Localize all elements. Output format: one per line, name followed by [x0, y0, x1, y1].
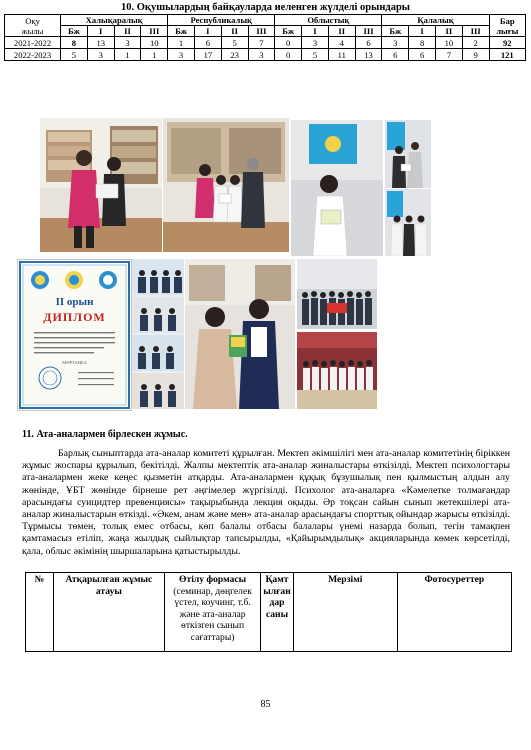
sub-header: Бж	[168, 26, 195, 37]
photo-students-collage	[132, 259, 184, 409]
value-cell: 7	[436, 49, 463, 61]
section-10-title: 10. Оқушылардың байқауларда иеленген жүлделі орындары	[120, 2, 410, 13]
value-cell: 8	[61, 37, 88, 49]
sub-header: III	[141, 26, 168, 37]
value-cell: 1	[141, 49, 168, 61]
value-cell: 3	[302, 37, 329, 49]
section-11-heading: 11. Ата-аналармен бірлескен жұмыс.	[22, 429, 188, 440]
sub-header: III	[355, 26, 382, 37]
value-cell: 3	[168, 49, 195, 61]
value-cell: 13	[87, 37, 114, 49]
group-header-city: Қалалық	[382, 15, 489, 26]
sub-header: III	[462, 26, 489, 37]
value-cell: 1	[168, 37, 195, 49]
photo-group-certificates	[163, 118, 289, 252]
value-cell: 3	[382, 37, 409, 49]
photo-group-hall	[297, 259, 377, 329]
value-cell: 17	[194, 49, 221, 61]
photo-students-flag	[385, 189, 431, 256]
photo-girl-flag	[291, 120, 383, 256]
group-header-international: Халықаралық	[61, 15, 168, 26]
value-cell: 23	[221, 49, 248, 61]
year-header: Оқу жылы	[5, 15, 61, 37]
total-header: Бар лығы	[489, 15, 525, 37]
value-cell: 6	[194, 37, 221, 49]
sub-header: II	[114, 26, 141, 37]
value-cell: 13	[355, 49, 382, 61]
value-cell: 6	[382, 49, 409, 61]
diploma-place: II орын	[55, 296, 94, 308]
value-cell: 1	[114, 49, 141, 61]
header-number: №	[26, 573, 54, 652]
year-cell: 2022-2023	[5, 49, 61, 61]
value-cell: 10	[436, 37, 463, 49]
value-cell: 5	[221, 37, 248, 49]
photo-award-library	[40, 118, 162, 252]
value-cell: 3	[248, 49, 275, 61]
sub-header: II	[328, 26, 355, 37]
sub-header: II	[221, 26, 248, 37]
section-11-paragraph: Барлық сыныптарда ата-аналар комитеті құрылған. Мектеп әкімшілігі мен ата-аналар комитетінің біріккен жұмыс жоспары құрылып, бекітілді. Жалпы мектептік ата-аналар жиналыстары өткізілді. Мектеп психологтары ата-аналармен жеке кеңес қызметін атқарды. Ата-аналармен құқық бұзушылық пен қылмыстың алдын алу жөнінде, ҰБТ жөнінде бірнеше рет әңгімелер жүргізілді. Психолог ата-аналарға «Кәмелетке толмағандар арасындағы суицидтер превенциясы» тақырыбында лекция оқыды. Әр тоқсан сайын сынып жетекшілері ата-аналар жиналыстарын өткізді. «Әкем, анам және мен» ата-аналар арасындағы спорттық ойындар жарысы өткізілді. Тұрмысы төмен, толық емес отбасы, көп балалы отбасы балалары үнемі назарда болып, тегін тамақпен қамтамасыз етіліп, жаңа жылдық сыйлықтар тапсырылды, «Қайырымдылық» акцияларында көмек көрсетілді, қала, облыс әкімінің шыршаларына қатыстырылды.	[22, 448, 510, 557]
sub-header: I	[409, 26, 436, 37]
table-row	[5, 49, 526, 61]
sub-header: I	[194, 26, 221, 37]
value-cell: 9	[462, 49, 489, 61]
diploma-title: ДИПЛОМ	[43, 310, 106, 324]
awards-table	[4, 14, 526, 61]
sub-header: Бж	[382, 26, 409, 37]
value-cell: 8	[409, 37, 436, 49]
value-cell: 5	[302, 49, 329, 61]
sub-header: Бж	[61, 26, 88, 37]
value-cell: 10	[141, 37, 168, 49]
value-cell: 3	[87, 49, 114, 61]
value-cell: 5	[61, 49, 88, 61]
sub-header: III	[248, 26, 275, 37]
total-cell: 121	[489, 49, 525, 61]
value-cell: 11	[328, 49, 355, 61]
table-row	[5, 37, 526, 49]
value-cell: 2	[462, 37, 489, 49]
header-form: Өтілу формасы (семинар, дөңгелек үстел, коучинг, т.б. және ата-аналар өткізген сынып сағаттары)	[164, 573, 260, 652]
sub-header: Бж	[275, 26, 302, 37]
year-cell: 2021-2022	[5, 37, 61, 49]
group-header-republican: Республикалық	[168, 15, 275, 26]
group-header-regional: Облыстық	[275, 15, 382, 26]
value-cell: 4	[328, 37, 355, 49]
sub-header: II	[436, 26, 463, 37]
diploma-seal-text: МӨРТАҢБА	[62, 360, 87, 365]
photo-teacher-boy-award	[185, 259, 295, 409]
sub-header: I	[87, 26, 114, 37]
value-cell: 7	[248, 37, 275, 49]
value-cell: 0	[275, 37, 302, 49]
header-participants: Қамт ылған дар саны	[261, 573, 294, 652]
photo-pair-flag	[385, 120, 431, 188]
total-cell: 92	[489, 37, 525, 49]
photo-group-stage	[297, 332, 377, 409]
value-cell: 0	[275, 49, 302, 61]
photo-diploma	[17, 259, 132, 411]
sub-header: I	[302, 26, 329, 37]
value-cell: 6	[409, 49, 436, 61]
activity-table	[25, 572, 512, 652]
header-activity-name: Атқарылған жұмыс атауы	[53, 573, 164, 652]
header-date: Мерзімі	[293, 573, 397, 652]
page-number: 85	[260, 699, 271, 710]
value-cell: 6	[355, 37, 382, 49]
activity-header-row	[26, 573, 512, 652]
header-photos: Фотосуреттер	[397, 573, 511, 652]
value-cell: 3	[114, 37, 141, 49]
